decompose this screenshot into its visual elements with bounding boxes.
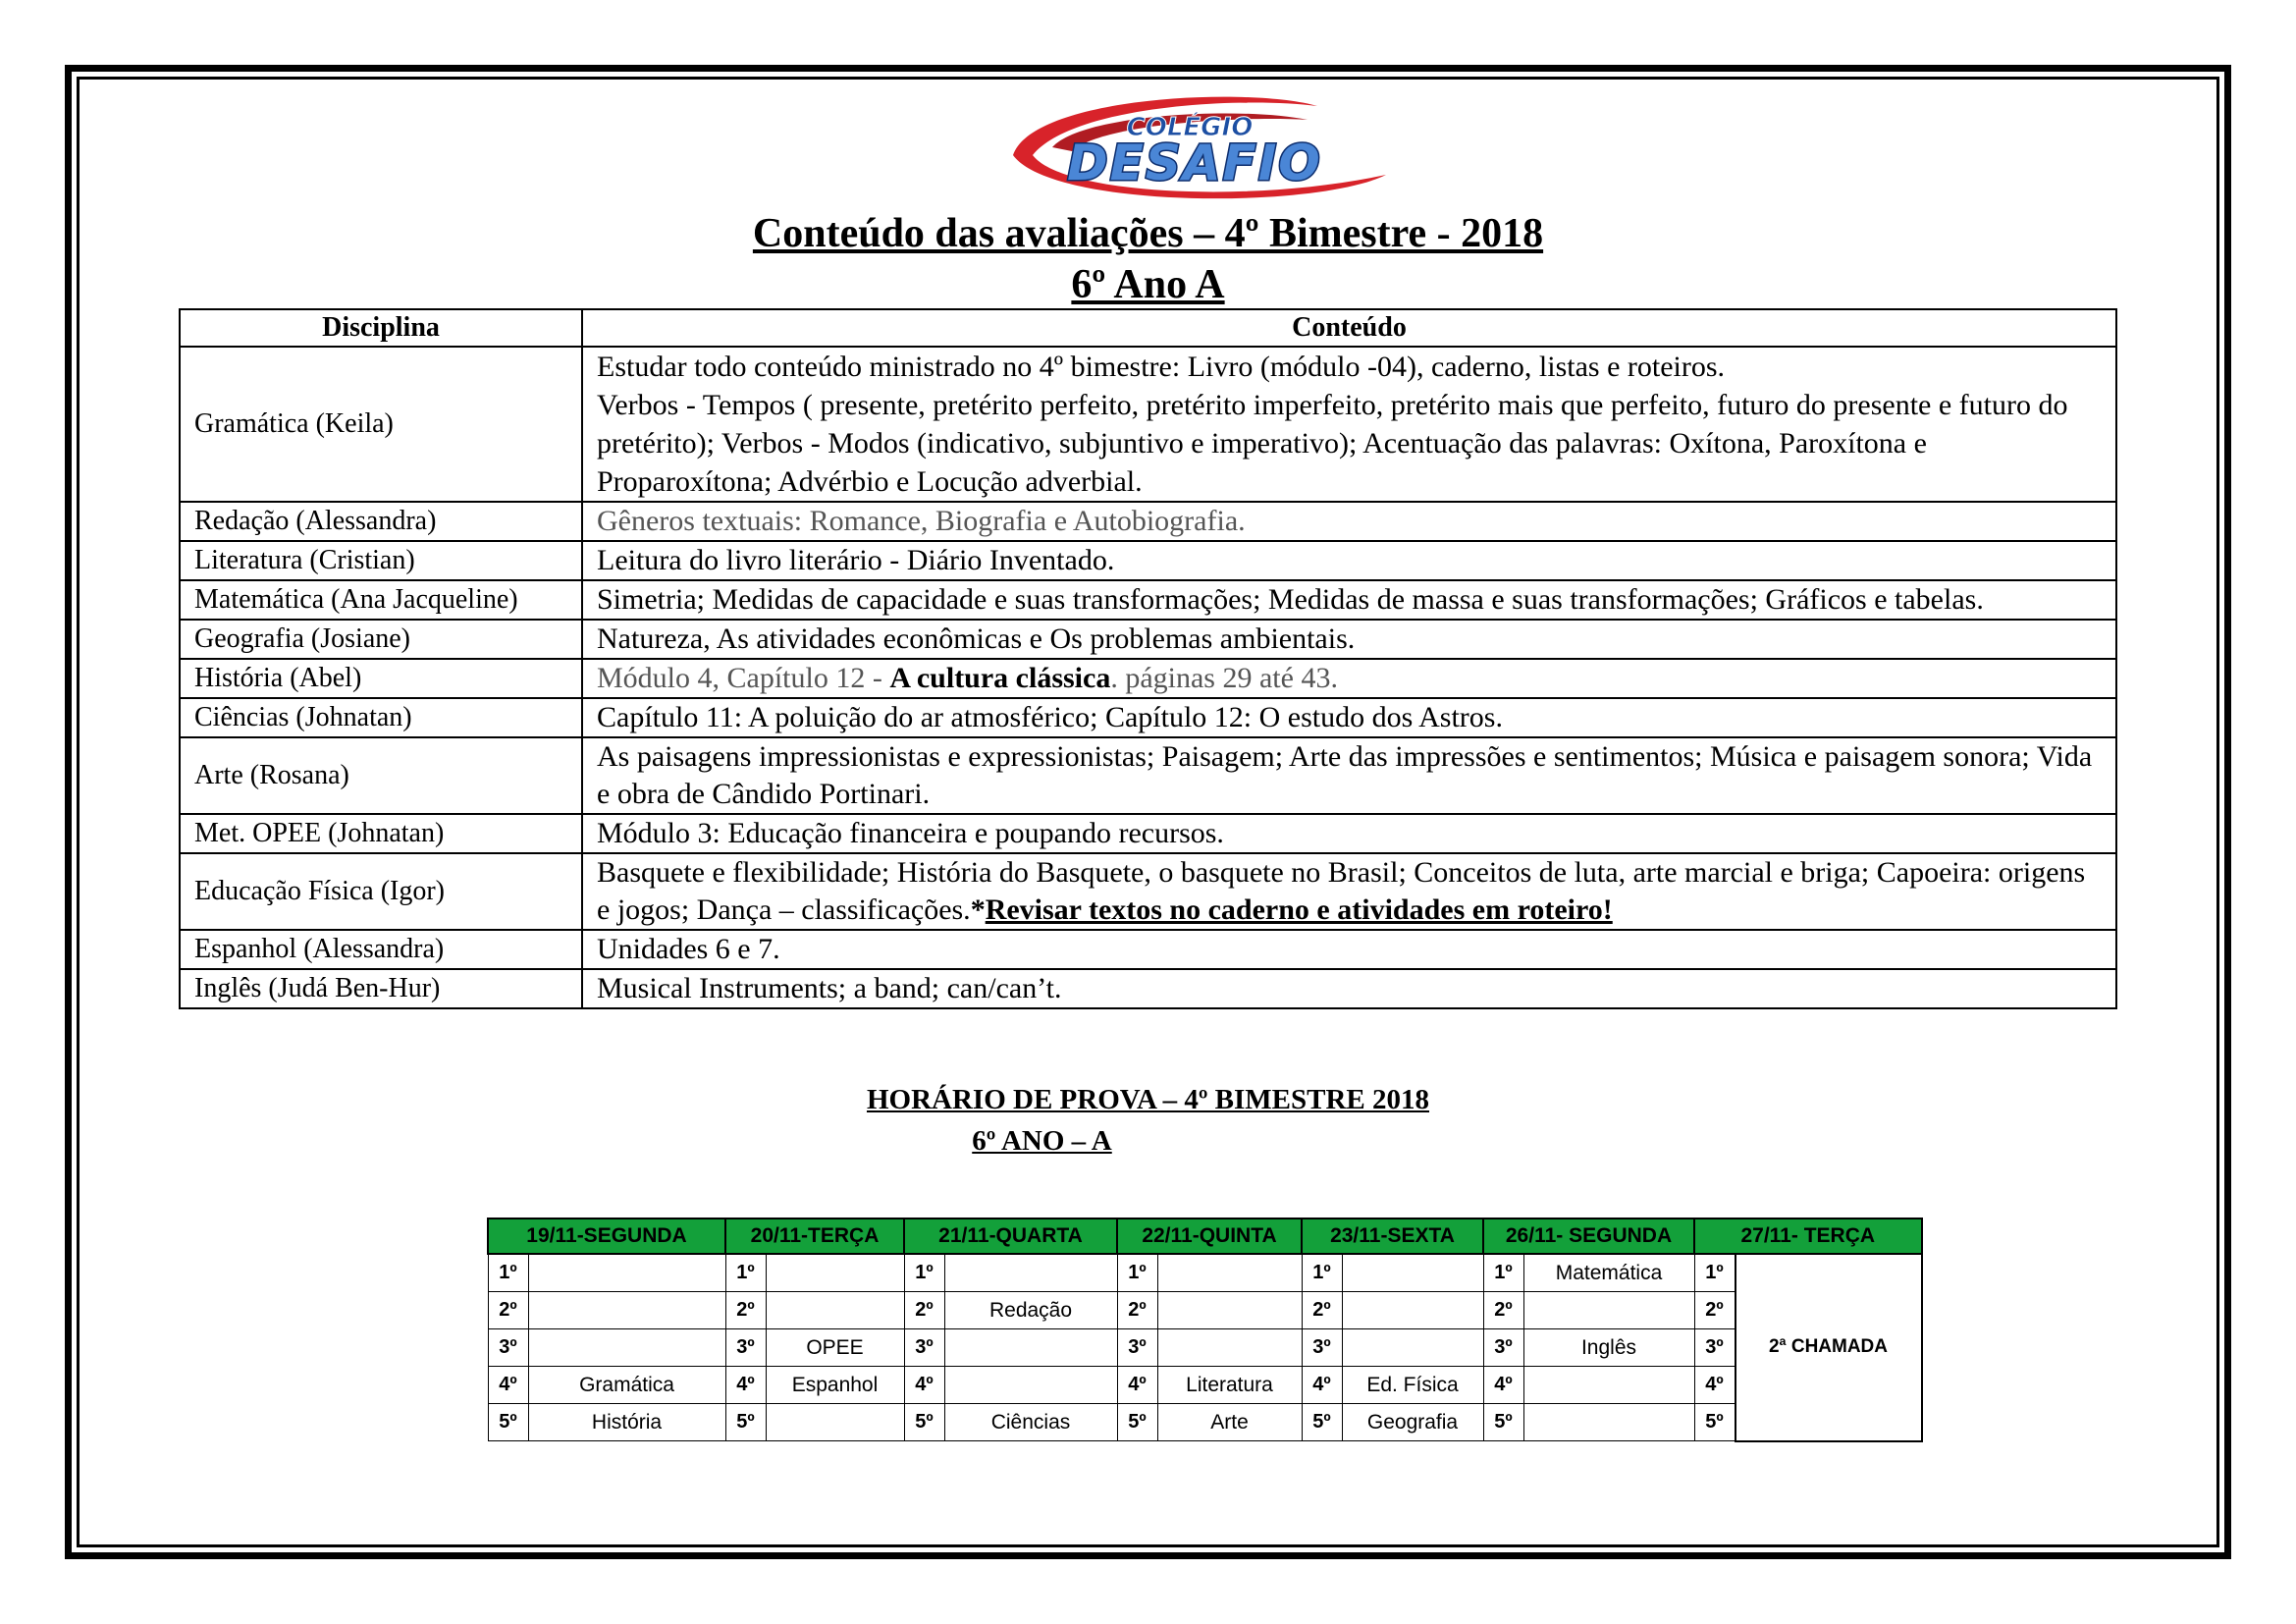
slot-number: 5º — [725, 1404, 766, 1441]
discipline-cell: Inglês (Judá Ben-Hur) — [180, 969, 582, 1008]
schedule-header-row — [488, 1218, 1922, 1254]
slot-number: 5º — [488, 1404, 528, 1441]
schedule-subject-cell — [1342, 1254, 1483, 1292]
slot-number: 5º — [1302, 1404, 1342, 1441]
slot-number: 1º — [725, 1254, 766, 1292]
day-header: 22/11-QUINTA — [1117, 1218, 1302, 1254]
slot-number: 5º — [904, 1404, 944, 1441]
content-emphasis: A cultura clássica — [889, 662, 1111, 694]
table-header-row — [180, 309, 2116, 347]
schedule-subject-cell: Redação — [944, 1292, 1117, 1329]
content-cell: Capítulo 11: A poluição do ar atmosférico; Capítulo 12: O estudo dos Astros. — [582, 698, 2116, 737]
discipline-cell: Espanhol (Alessandra) — [180, 930, 582, 969]
schedule-subject-cell — [1523, 1404, 1694, 1441]
day-header: 20/11-TERÇA — [725, 1218, 904, 1254]
day-header: 21/11-QUARTA — [904, 1218, 1117, 1254]
content-cell — [582, 853, 2116, 930]
schedule-subject-cell: Ciências — [944, 1404, 1117, 1441]
slot-number: 2º — [904, 1292, 944, 1329]
schedule-subject-cell — [1523, 1292, 1694, 1329]
slot-number: 2º — [1117, 1292, 1157, 1329]
content-cell: Módulo 3: Educação financeira e poupando recursos. — [582, 814, 2116, 853]
content-cell: Unidades 6 e 7. — [582, 930, 2116, 969]
schedule-subject-cell — [1523, 1367, 1694, 1404]
table-row — [180, 659, 2116, 698]
schedule-subject-cell: Ed. Física — [1342, 1367, 1483, 1404]
schedule-subject-cell — [766, 1404, 904, 1441]
content-cell: Gêneros textuais: Romance, Biografia e Autobiografia. — [582, 502, 2116, 541]
discipline-cell: Arte (Rosana) — [180, 737, 582, 814]
slot-number: 2º — [488, 1292, 528, 1329]
content-cell — [582, 347, 2116, 502]
slot-number: 4º — [1694, 1367, 1735, 1404]
schedule-subject-cell: Arte — [1157, 1404, 1302, 1441]
table-row — [180, 969, 2116, 1008]
slot-number: 5º — [1483, 1404, 1523, 1441]
content-emphasis: Revisar textos no caderno e atividades em roteiro! — [985, 893, 1613, 926]
slot-number: 4º — [1117, 1367, 1157, 1404]
schedule-row — [488, 1404, 1922, 1441]
table-row — [180, 814, 2116, 853]
table-row — [180, 737, 2116, 814]
schedule-subject-cell — [944, 1367, 1117, 1404]
slot-number: 3º — [725, 1329, 766, 1367]
content-cell: As paisagens impressionistas e expressionistas; Paisagem; Arte das impressões e sentimentos; Música e paisagem sonora; Vida e obra de Cândido Portinari. — [582, 737, 2116, 814]
slot-number: 4º — [1302, 1367, 1342, 1404]
schedule-subject-cell: Literatura — [1157, 1367, 1302, 1404]
schedule-subject-cell — [528, 1329, 725, 1367]
schedule-subject-cell — [766, 1254, 904, 1292]
slot-number: 3º — [1117, 1329, 1157, 1367]
schedule-subject-cell — [528, 1254, 725, 1292]
exam-schedule-table — [487, 1218, 1923, 1442]
schedule-title — [0, 1082, 2296, 1117]
content-cell: Simetria; Medidas de capacidade e suas transformações; Medidas de massa e suas transformações; Gráficos e tabelas. — [582, 580, 2116, 620]
schedule-subject-cell — [1342, 1329, 1483, 1367]
schedule-subject-cell: História — [528, 1404, 725, 1441]
discipline-cell: Educação Física (Igor) — [180, 853, 582, 930]
schedule-row — [488, 1254, 1922, 1292]
slot-number: 1º — [1694, 1254, 1735, 1292]
discipline-cell: Geografia (Josiane) — [180, 620, 582, 659]
column-header-discipline: Disciplina — [180, 309, 582, 347]
slot-number: 3º — [488, 1329, 528, 1367]
page-subtitle: 6º Ano A — [1071, 262, 1225, 307]
content-text: Basquete e flexibilidade; História do Basquete, o basquete no Brasil; Conceitos de luta, arte marcial e briga; Capoeira: origens e jogos; Dança – classificações. — [597, 856, 2086, 926]
slot-number: 4º — [904, 1367, 944, 1404]
schedule-subject-cell — [944, 1329, 1117, 1367]
discipline-cell: Matemática (Ana Jacqueline) — [180, 580, 582, 620]
table-row — [180, 580, 2116, 620]
table-row — [180, 541, 2116, 580]
day-header: 23/11-SEXTA — [1302, 1218, 1483, 1254]
slot-number: 4º — [1483, 1367, 1523, 1404]
day-header: 27/11- TERÇA — [1694, 1218, 1922, 1254]
slot-number: 1º — [1483, 1254, 1523, 1292]
slot-number: 2º — [725, 1292, 766, 1329]
content-cell: Natureza, As atividades econômicas e Os problemas ambientais. — [582, 620, 2116, 659]
schedule-row — [488, 1329, 1922, 1367]
slot-number: 3º — [904, 1329, 944, 1367]
discipline-cell: Redação (Alessandra) — [180, 502, 582, 541]
schedule-subject-cell — [528, 1292, 725, 1329]
schedule-title-text: HORÁRIO DE PROVA – 4º BIMESTRE 2018 — [866, 1084, 1429, 1115]
table-row — [180, 853, 2116, 930]
table-row — [180, 698, 2116, 737]
asterisk-mark: * — [970, 893, 986, 926]
schedule-subject-cell — [766, 1292, 904, 1329]
table-row — [180, 502, 2116, 541]
discipline-cell: Ciências (Johnatan) — [180, 698, 582, 737]
second-call-cell: 2ª CHAMADA — [1735, 1254, 1922, 1441]
slot-number: 4º — [488, 1367, 528, 1404]
page-title: Conteúdo das avaliações – 4º Bimestre - 2018 — [752, 211, 1544, 256]
schedule-row — [488, 1292, 1922, 1329]
content-text: . páginas 29 até 43. — [1110, 662, 1338, 694]
slot-number: 4º — [725, 1367, 766, 1404]
schedule-subtitle — [0, 1123, 2190, 1159]
svg-text:COLÉGIO: COLÉGIO — [1126, 113, 1254, 142]
schedule-subject-cell: Inglês — [1523, 1329, 1694, 1367]
schedule-subject-cell: Matemática — [1523, 1254, 1694, 1292]
slot-number: 1º — [904, 1254, 944, 1292]
slot-number: 1º — [1117, 1254, 1157, 1292]
schedule-subject-cell — [944, 1254, 1117, 1292]
slot-number: 2º — [1483, 1292, 1523, 1329]
schedule-subtitle-text: 6º ANO – A — [972, 1125, 1112, 1157]
schedule-subject-cell: OPEE — [766, 1329, 904, 1367]
slot-number: 3º — [1483, 1329, 1523, 1367]
school-logo — [993, 86, 1406, 209]
content-text: Módulo 4, Capítulo 12 - — [597, 662, 890, 694]
day-header: 26/11- SEGUNDA — [1483, 1218, 1694, 1254]
discipline-cell: Literatura (Cristian) — [180, 541, 582, 580]
content-cell — [582, 659, 2116, 698]
slot-number: 3º — [1694, 1329, 1735, 1367]
schedule-subject-cell: Gramática — [528, 1367, 725, 1404]
svg-text:DESAFIO: DESAFIO — [1067, 135, 1322, 191]
schedule-subject-cell — [1342, 1292, 1483, 1329]
schedule-subject-cell: Espanhol — [766, 1367, 904, 1404]
content-table — [179, 308, 2117, 1009]
slot-number: 5º — [1117, 1404, 1157, 1441]
slot-number: 1º — [488, 1254, 528, 1292]
day-header: 19/11-SEGUNDA — [488, 1218, 725, 1254]
content-line: Verbos - Tempos ( presente, pretérito perfeito, pretérito imperfeito, pretérito mais que perfeito, futuro do presente e futuro do pretérito); Verbos - Modos (indicativo, subjuntivo e imperativo); Acentuação das palavras: Oxítona, Paroxítona e Proparoxítona; Advérbio e Locução adverbial. — [597, 389, 2068, 498]
schedule-subject-cell — [1157, 1254, 1302, 1292]
slot-number: 2º — [1694, 1292, 1735, 1329]
slot-number: 3º — [1302, 1329, 1342, 1367]
content-cell: Musical Instruments; a band; can/can’t. — [582, 969, 2116, 1008]
table-row — [180, 347, 2116, 502]
schedule-subject-cell — [1157, 1329, 1302, 1367]
content-cell: Leitura do livro literário - Diário Inventado. — [582, 541, 2116, 580]
slot-number: 1º — [1302, 1254, 1342, 1292]
schedule-row — [488, 1367, 1922, 1404]
discipline-cell: História (Abel) — [180, 659, 582, 698]
table-row — [180, 930, 2116, 969]
schedule-subject-cell — [1157, 1292, 1302, 1329]
discipline-cell: Met. OPEE (Johnatan) — [180, 814, 582, 853]
slot-number: 2º — [1302, 1292, 1342, 1329]
schedule-subject-cell: Geografia — [1342, 1404, 1483, 1441]
slot-number: 5º — [1694, 1404, 1735, 1441]
table-row — [180, 620, 2116, 659]
content-line: Estudar todo conteúdo ministrado no 4º bimestre: Livro (módulo -04), caderno, listas e roteiros. — [597, 351, 1726, 383]
discipline-cell: Gramática (Keila) — [180, 347, 582, 502]
column-header-content: Conteúdo — [582, 309, 2116, 347]
